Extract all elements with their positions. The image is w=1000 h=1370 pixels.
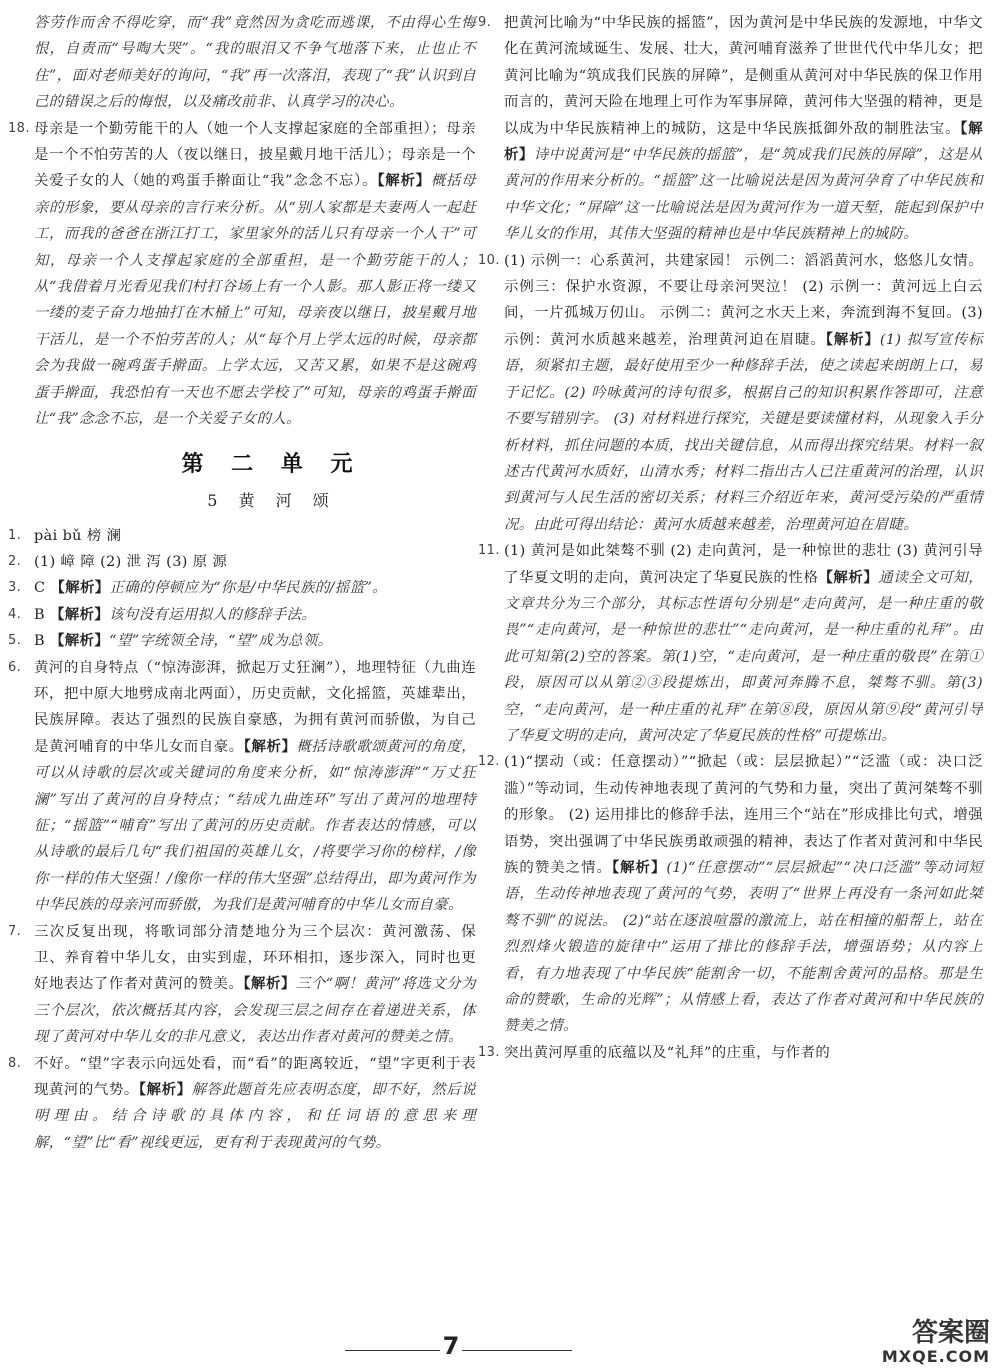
right-column [478, 10, 983, 1066]
analysis-text: 正确的停顿应为“你是/中华民族的/摇篮”。 [109, 580, 388, 597]
question-11 [478, 538, 983, 749]
analysis-text: 通读全文可知，文章共分为三个部分，其标志性语句分别是“走向黄河，是一种庄重的敬畏”“走向黄河，是一种惊世的悲壮”“走向黄河，是一种庄重的礼拜”。由此可知第(2)空的答案。第(1)空，“走向黄河，是一种庄重的敬畏”在第①段，原因可以从第②③段提炼出，即黄河奔腾不息，桀骜不驯。第(3)空，“走向黄河，是一种庄重的礼拜”在第⑧段，原因从第⑨段“黄河引导了华夏文明的走向，黄河决定了华夏民族的性格”可提炼出。 [504, 569, 983, 744]
analysis-text: 解答此题首先应表明态度，即不好，然后说明理由。结合诗歌的具体内容，和任词语的意思来理解，“望”比“看”视线更远，更有利于表现黄河的气势。 [34, 1082, 476, 1151]
question-9 [478, 10, 983, 248]
analysis-tag: 【解析】 [377, 173, 431, 190]
answer-text: (1) 黄河是如此桀骜不驯 (2) 走向黄河，是一种惊世的悲壮 (3) 黄河引导了华夏文明的走向，黄河决定了华夏民族的性格 [504, 543, 983, 586]
analysis-text: 概括诗歌歌颂黄河的角度，可以从诗歌的层次或关键词的角度来分析，如“惊涛澎湃”“万丈狂澜”写出了黄河的自身特点；“结成九曲连环”写出了黄河的地理特征；“摇篮”“哺育”写出了黄河的历史贡献。作者表达的情感，可以从诗歌的最后几句“我们祖国的英雄儿女，/将要学习你的榜样，/像你一样的伟大坚强！/像你一样的伟大坚强”总结得出，即为黄河作为中华民族的母亲河而骄傲，为我们是黄河哺育的中华儿女而自豪。 [34, 738, 476, 914]
page-footer [0, 1318, 1000, 1368]
analysis-tag: 【解析】 [818, 569, 879, 586]
question-1 [8, 523, 476, 549]
question-5 [8, 628, 476, 654]
analysis-text: “望”字统领全诗，“望”成为总领。 [109, 633, 333, 650]
analysis-tag: 【解析】 [49, 606, 110, 623]
question-number: 13. [478, 1044, 500, 1060]
answer-text: 母亲是一个勤劳能干的人（她一个人支撑起家庭的全部重担）；母亲是一个不怕劳苦的人（夜以继日，披星戴月地干活儿）；母亲是一个关爱子女的人（她的鸡蛋手擀面让“我”念念不忘）。 [34, 120, 476, 190]
answer-text: pài bǔ 榜 澜 [34, 527, 122, 544]
left-column [8, 10, 476, 1156]
analysis-tag: 【解析】 [611, 860, 667, 876]
question-3 [8, 575, 476, 601]
answer-text: B [34, 633, 45, 650]
question-18 [8, 116, 476, 433]
watermark-url: MXQE.COM [881, 1347, 990, 1366]
analysis-tag: 【解析】 [504, 120, 983, 164]
answer-text: (1) 嶂 障 (2) 泄 泻 (3) 原 源 [34, 553, 228, 570]
analysis-text: (1)“任意摆动”“层层掀起”“决口泛滥”等动词短语，生动传神地表现了黄河的气势，表明了“世界上再没有一条河如此桀骜不驯”的说法。 (2)“站在逐浪喧嚣的激流上，站在相撞的船帮上，站在烈烈烽火锻造的旋律中”运用了排比的修辞手法，增强语势；从内容上看，有力地表现了中华民族“能割舍一切，不能割舍黄河的品格。那是生命的赞歌，生命的光辉”；从情感上看，表达了作者对黄河和中华民族的赞美之情。 [504, 860, 983, 1035]
analysis-text: 三个“啊！黄河”将选文分为三个层次，依次概括其内容，会发现三层之间存在着递进关系，体现了黄河对中华儿女的非凡意义，表达出作者对黄河的赞美之情。 [34, 976, 476, 1046]
question-number: 9. [478, 15, 492, 30]
answer-text: C [34, 580, 46, 597]
question-number: 3. [8, 580, 22, 596]
question-17-continuation [8, 10, 476, 116]
answer-text: 黄河的自身特点（“惊涛澎湃，掀起万丈狂澜”），地理特征（九曲连环，把中原大地劈成南北两面），历史贡献，文化摇篮，英雄辈出，民族屏障。表达了强烈的民族自豪感，为拥有黄河而骄傲，为自己是黄河哺育的中华儿女而自豪。 [34, 659, 476, 755]
question-number: 12. [478, 754, 500, 770]
footer-rule-left [345, 1350, 440, 1351]
question-number: 5. [8, 633, 22, 649]
lesson-title: 5 黄 河 颂 [207, 490, 337, 510]
watermark-logo [882, 1319, 990, 1366]
analysis-text: 概括母亲的形象，要从母亲的言行来分析。从“别人家都是夫妻两人一起赶工，而我的爸爸在浙江打工，家里家外的活儿只有母亲一个人干”可知，母亲一个人支撑起家庭的全部重担，是一个勤劳能干的人；从“我借着月光看见我们村打谷场上有一个人影。那人影正将一缕又一缕的麦子奋力地抽打在木桶上”可知，母亲夜以继日，披星戴月地干活儿，是一个不怕劳苦的人；从“每个月上学太远的时候，母亲都会为我做一碗鸡蛋手擀面。上学太远，又苦又累，如果不是这碗鸡蛋手擀面，我恐怕有一天也不愿去学校了”可知，母亲的鸡蛋手擀面让“我”念念不忘，是一个关爱子女的人。 [34, 173, 476, 428]
question-10 [478, 248, 983, 538]
analysis-text: (1) 拟写宣传标语，须紧扣主题，最好使用至少一种修辞手法，使之读起来朗朗上口，易于记忆。(2) 吟咏黄河的诗句很多，根据自己的知识积累作答即可，注意不要写错别字。 (3) 对材料进行探究，关键是要读懂材料，从现象入手分析材料，抓住问题的本质，找出关键信息，从而得出探究结果。材料一叙述古代黄河水质好，山清水秀；材料二指出古人已注重黄河的治理，认识到黄河与人民生活的密切关系；材料三介绍近年来，黄河受污染的严重情况。由此可得出结论：黄河水质越来越差，治理黄河迫在眉睫。 [504, 331, 984, 533]
question-number: 18. [8, 120, 30, 136]
question-2 [8, 549, 476, 575]
answer-text: (1)“摆动（或：任意摆动）”“掀起（或：层层掀起）”“泛滥（或：决口泛滥）”等动词，生动传神地表现了黄河的气势和力量，突出了黄河桀骜不驯的形象。 (2) 运用排比的修辞手法，连用三个“站在”形成排比句式，增强语势，突出强调了中华民族勇敢顽强的精神，表达了作者对黄河和中华民族的赞美之情。 [504, 754, 983, 876]
answer-text: 不好。“望”字表示向远处看，而“看”的距离较近，“望”字更利于表现黄河的气势。 [34, 1055, 476, 1099]
question-number: 10. [478, 252, 500, 268]
question-number: 6. [8, 659, 22, 675]
analysis-tag: 【解析】 [49, 633, 110, 650]
answer-text: (1) 示例一：心系黄河，共建家园！ 示例二：滔滔黄河水，悠悠儿女情。 示例三：保护水资源，不要让母亲河哭泣！ (2) 示例一：黄河远上白云间，一片孤城万仞山。 示例二：黄河之水天上来，奔流到海不复回。(3) 示例：黄河水质越来越差，治理黄河迫在眉睫。 [504, 252, 983, 348]
question-number: 7. [8, 923, 22, 939]
analysis-tag: 【解析】 [825, 331, 880, 348]
answer-text: B [34, 606, 45, 623]
question-number: 4. [8, 606, 22, 622]
analysis-tag: 【解析】 [50, 580, 110, 597]
question-7 [8, 919, 476, 1051]
page-number: 7 [442, 1332, 460, 1360]
continuation-text: 答劳作而舍不得吃穿，而“我”竟然因为贪吃而逃课，不由得心生悔恨，自责而“号啕大哭”。“我的眼泪又不争气地落下来，止也止不住”，面对老师美好的询问，“我”再一次落泪，表现了“我”认识到自己的错误之后的悔恨，以及痛改前非、认真学习的决心。 [34, 15, 476, 111]
question-13 [478, 1040, 983, 1066]
question-number: 1. [8, 527, 22, 543]
analysis-tag: 【解析】 [243, 976, 296, 993]
unit-title: 第 二 单 元 [181, 450, 363, 477]
watermark-text: 答案圈 [911, 1318, 990, 1348]
question-number: 8. [8, 1055, 22, 1071]
analysis-tag: 【解析】 [243, 738, 297, 755]
answer-text: 三次反复出现，将歌词部分清楚地分为三个层次：黄河激荡、保卫、养育着中华儿女，由实到虚，环环相扣，逐步深入，同时也更好地表达了作者对黄河的赞美。 [34, 923, 476, 993]
question-6 [8, 655, 476, 919]
analysis-text: 该句没有运用拟人的修辞手法。 [109, 606, 317, 623]
footer-rule-right [462, 1350, 572, 1351]
answer-text: 突出黄河厚重的底蕴以及“礼拜”的庄重，与作者的 [504, 1044, 831, 1061]
question-8 [8, 1051, 476, 1157]
analysis-text: 诗中说黄河是“中华民族的摇篮”，是“筑成我们民族的屏障”，这是从黄河的作用来分析的。“摇篮”这一比喻说法是因为黄河孕育了中华民族和中华文化；“屏障”这一比喻说法是因为黄河作为一道天堑，能起到保护中华儿女的作用，其伟大坚强的精神也是中华民族精神上的城防。 [504, 147, 983, 243]
answer-text: 把黄河比喻为“中华民族的摇篮”，因为黄河是中华民族的发源地，中华文化在黄河流域诞生、发展、壮大，黄河哺育滋养了世世代代中华儿女；把黄河比喻为“筑成我们民族的屏障”，是侧重从黄河对中华民族的保卫作用而言的，黄河天险在地理上可作为军事屏障，黄河伟大坚强的精神，更是以成为中华民族精神上的城防，这是中华民族抵御外敌的制胜法宝。 [504, 15, 983, 137]
question-12 [478, 749, 983, 1039]
question-4 [8, 602, 476, 628]
question-number: 11. [478, 543, 500, 559]
question-number: 2. [8, 553, 22, 569]
analysis-tag: 【解析】 [138, 1082, 192, 1099]
